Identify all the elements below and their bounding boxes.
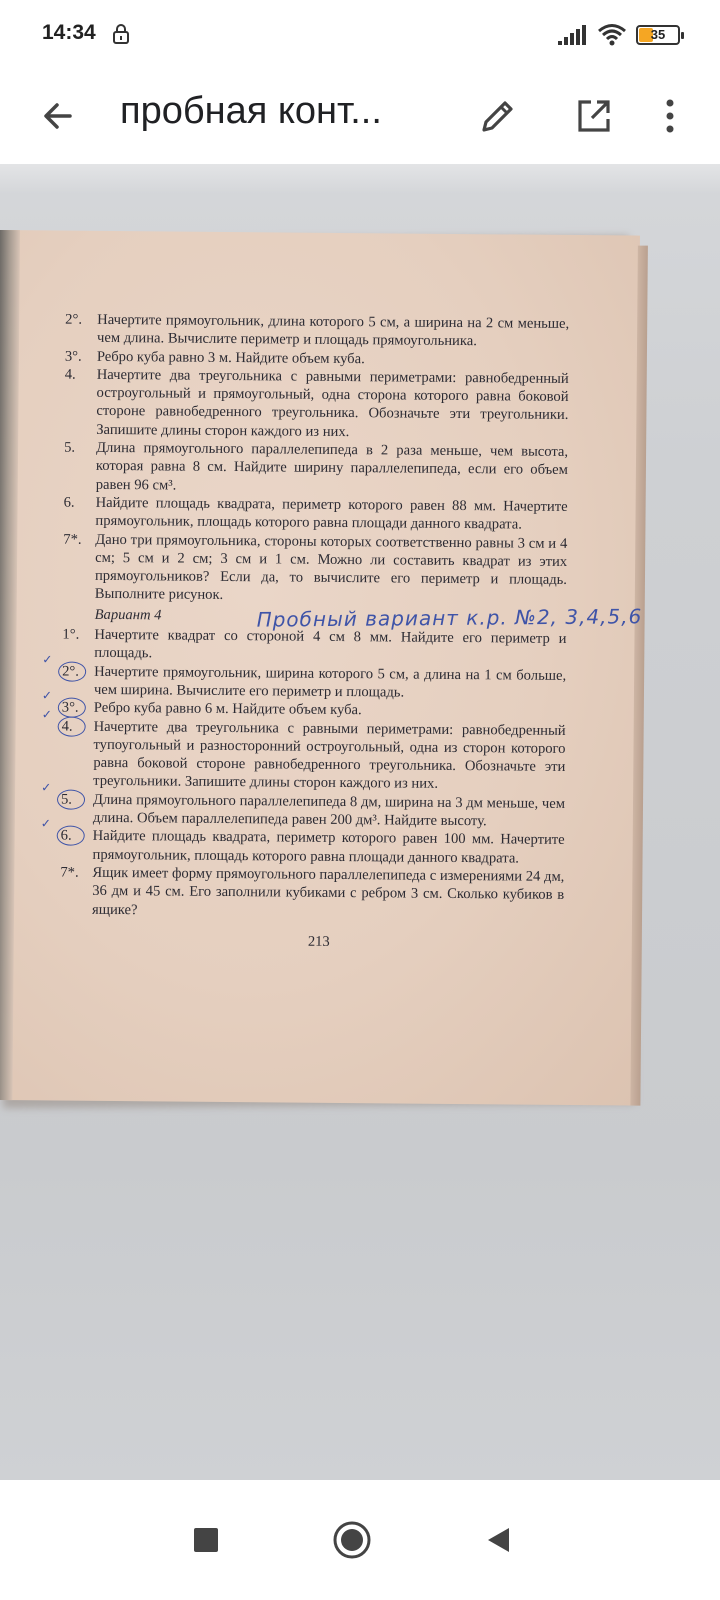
handwritten-circle-mark <box>58 716 86 736</box>
open-in-new-icon <box>574 96 614 136</box>
task-item <box>57 530 568 608</box>
back-nav-button[interactable] <box>466 1508 530 1572</box>
task-text: Длина прямоугольного параллелепипеда в 2 раза меньше, чем высота, которая равна 8 см. Найдите ширину параллелепипеда, если его объем равен 96 см³. <box>95 439 569 494</box>
battery-level: 35 <box>650 27 666 42</box>
task-number: 6. <box>60 827 72 844</box>
handwritten-check-icon: ✓ <box>42 652 53 667</box>
task-item <box>58 365 569 443</box>
handwritten-circle-mark <box>58 698 86 718</box>
pencil-icon <box>478 96 518 136</box>
task-number: 4. <box>61 718 73 735</box>
task-number: 5. <box>64 439 76 456</box>
back-button[interactable] <box>30 88 86 144</box>
task-item <box>58 439 568 498</box>
book-page-photo <box>0 230 643 1106</box>
task-number: 4. <box>64 366 76 383</box>
navigation-bar <box>0 1480 720 1600</box>
task-text: Ящик имеет форму прямоугольного параллелепипеда с измерениями 24 дм, 36 дм и 45 см. Его заполнили кубиками с ребром 3 см. Сколько кубиков в ящике? <box>92 864 565 918</box>
handwritten-circle-mark <box>57 789 85 809</box>
task-number: 3°. <box>64 348 82 365</box>
edit-button[interactable] <box>470 88 526 144</box>
task-text: Начертите два треугольника с равными периметрами: равнобедренный тупоугольный и разносторонний остроугольный, одна из сторон которого равна боковой стороне равнобедренного треугольника. Обозначьте эти треугольники. Запишите длины сторон каждого из них. <box>93 718 566 793</box>
task-item <box>40 816 565 868</box>
task-number: 1°. <box>62 626 80 643</box>
book-spine <box>0 230 20 1100</box>
more-vert-icon <box>665 98 675 134</box>
task-number: 3°. <box>61 699 79 716</box>
document-title: пробная конт... <box>120 90 382 132</box>
task-text: Длина прямоугольного параллелепипеда 8 дм, ширина на 3 дм меньше, чем длина. Объем параллелепипеда равен 200 дм³. Найдите высоту. <box>92 791 566 830</box>
task-number: 6. <box>63 494 75 511</box>
wifi-icon <box>597 22 627 48</box>
task-item <box>42 652 567 703</box>
page-number: 213 <box>307 933 330 950</box>
status-time: 14:34 <box>42 21 96 44</box>
status-bar <box>0 0 720 68</box>
task-text: Начертите прямоугольник, ширина которого 5 см, а длина на 1 см больше, чем ширина. Вычислите его периметр и площадь. <box>93 663 567 701</box>
task-item <box>56 626 566 667</box>
handwritten-check-icon: ✓ <box>40 816 51 831</box>
tasks-list-variant-4 <box>40 626 567 923</box>
task-item <box>41 780 566 831</box>
task-text: Начертите квадрат со стороной 4 см 8 мм. Найдите его периметр и площадь. <box>94 626 567 662</box>
variant-row <box>57 604 643 632</box>
variant-heading: Вариант 4 <box>94 606 162 624</box>
lock-icon <box>112 23 130 45</box>
task-item <box>57 493 567 534</box>
tasks-list-previous <box>57 311 570 608</box>
task-text: Начертите два треугольника с равными периметрами: равнобедренный остроугольный и прямоугольный, одна сторона которого равна боковой стороне равнобедренного треугольника. Обозначьте эти треугольники. Запишите длины сторон каждого из них. <box>96 366 569 440</box>
page-text <box>40 311 643 954</box>
open-external-button[interactable] <box>566 88 622 144</box>
task-text: Ребро куба равно 3 м. Найдите объем куба. <box>96 348 365 367</box>
recents-button[interactable] <box>174 1508 238 1572</box>
task-text: Дано три прямоугольника, стороны которых соответственно равны 3 см и 4 см; 5 см и 2 см; 3 см и 1 см. Можно ли составить квадрат из этих прямоугольников? Если да, то вычислите его периметр и площадь. Выполните рисунок. <box>94 531 568 604</box>
signal-icon <box>558 25 588 45</box>
task-text: Начертите прямоугольник, длина которого 5 см, а ширина на 2 см меньше, чем длина. Вычислите периметр и площадь прямоугольника. <box>96 311 570 350</box>
more-options-button[interactable] <box>650 88 690 144</box>
task-item <box>54 863 564 922</box>
app-bar <box>0 68 720 164</box>
back-icon <box>485 1526 511 1554</box>
task-text: Ребро куба равно 6 м. Найдите объем куба. <box>93 700 362 719</box>
task-number: 7*. <box>63 531 82 548</box>
task-number: 2°. <box>62 663 80 680</box>
task-number: 2°. <box>65 311 83 328</box>
photo-viewer[interactable] <box>0 164 720 1480</box>
handwritten-check-icon: ✓ <box>41 780 52 795</box>
handwritten-circle-mark <box>58 661 86 681</box>
book-edge <box>630 246 648 1106</box>
home-icon <box>332 1520 372 1560</box>
task-text: Найдите площадь квадрата, периметр которого равен 100 мм. Начертите прямоугольник, площадь которого равна площади данного квадрата. <box>92 828 565 867</box>
task-number: 7*. <box>60 864 79 881</box>
home-button[interactable] <box>320 1508 384 1572</box>
task-text: Найдите площадь квадрата, периметр которого равен 88 мм. Начертите прямоугольник, площадь которого равна площади данного квадрата. <box>95 494 568 533</box>
handwritten-circle-mark <box>57 826 85 846</box>
handwritten-note: Пробный вариант к.р. №2, 3,4,5,6 <box>256 604 643 632</box>
task-number: 5. <box>60 791 73 808</box>
recents-icon <box>193 1527 219 1553</box>
arrow-back-icon <box>40 98 76 134</box>
task-item <box>59 311 569 352</box>
battery-icon <box>636 25 680 45</box>
handwritten-check-icon: ✓ <box>41 706 52 722</box>
handwritten-check-icon: ✓ <box>41 688 53 703</box>
